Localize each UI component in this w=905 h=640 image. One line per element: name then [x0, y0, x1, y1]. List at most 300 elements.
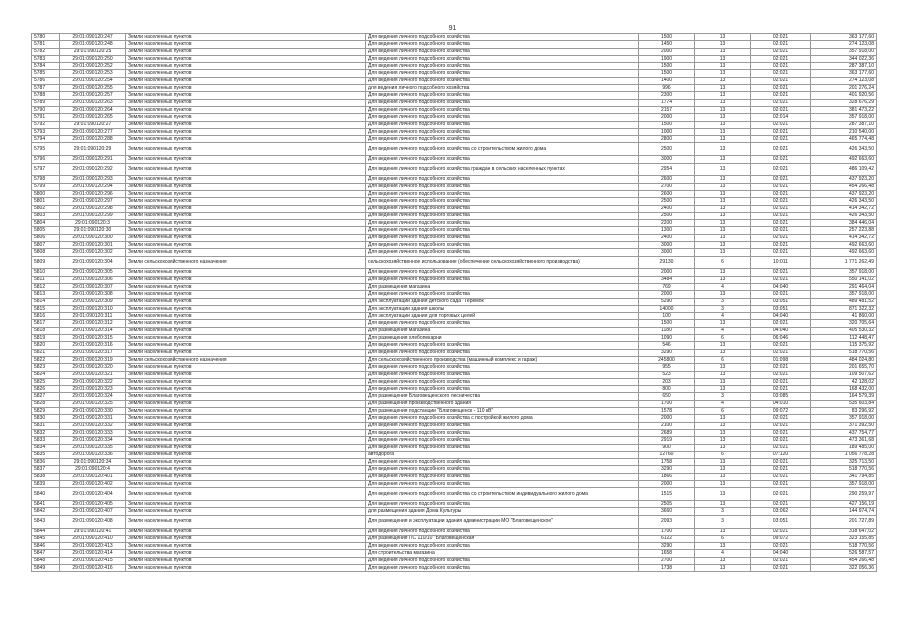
- cost-code-cell: 04:010: [751, 400, 811, 407]
- group-number-cell: 13: [695, 364, 751, 371]
- land-category-cell: Земли населенных пунктов: [126, 364, 366, 371]
- area-cell: 1758: [639, 459, 695, 466]
- permitted-use-cell: Для эксплуатации здания детского сада "Теремок": [366, 298, 639, 305]
- cadastral-cost-cell: 274 123,08: [811, 41, 877, 48]
- cadastral-number-cell: 29:01:090120:413: [60, 543, 126, 550]
- table-row: [32, 364, 877, 371]
- row-number-cell: 5794: [32, 136, 60, 143]
- area-cell: 1500: [639, 70, 695, 77]
- cadastral-number-cell: 29:01:090120:402: [60, 481, 126, 488]
- cadastral-cost-cell: 357 918,00: [811, 269, 877, 276]
- cost-code-cell: 02:021: [751, 473, 811, 480]
- cadastral-number-cell: 29:01:090120:296: [60, 190, 126, 197]
- cadastral-number-cell: 29:01:090120:34: [60, 459, 126, 466]
- table-row: [32, 256, 877, 269]
- group-number-cell: 6: [695, 535, 751, 542]
- row-number-cell: 5791: [32, 114, 60, 121]
- table-row: [32, 429, 877, 436]
- row-number-cell: 5801: [32, 198, 60, 205]
- land-category-cell: Земли населенных пунктов: [126, 415, 366, 422]
- permitted-use-cell: Для размещения производственного здания: [366, 400, 639, 407]
- cadastral-number-cell: 29:01:090120:250: [60, 55, 126, 62]
- cadastral-number-cell: 29:01:090120:265: [60, 114, 126, 121]
- group-number-cell: 13: [695, 459, 751, 466]
- cost-code-cell: 02:021: [751, 501, 811, 508]
- permitted-use-cell: Для ведения личного подсобного хозяйства: [366, 242, 639, 249]
- permitted-use-cell: Для ведения личного подсобного хозяйства: [366, 269, 639, 276]
- table-row: [32, 564, 877, 571]
- table-row: [32, 481, 877, 488]
- group-number-cell: 13: [695, 136, 751, 143]
- permitted-use-cell: Для ведения личного подсобного хозяйства: [366, 473, 639, 480]
- area-cell: 523: [639, 371, 695, 378]
- land-category-cell: Земли населенных пунктов: [126, 473, 366, 480]
- table-row: [32, 415, 877, 422]
- land-category-cell: Земли населенных пунктов: [126, 48, 366, 55]
- row-number-cell: 5807: [32, 242, 60, 249]
- permitted-use-cell: Для ведения личного подсобного хозяйства: [366, 291, 639, 298]
- land-category-cell: Земли населенных пунктов: [126, 488, 366, 501]
- permitted-use-cell: Для строительства магазина: [366, 550, 639, 557]
- group-number-cell: 6: [695, 356, 751, 363]
- permitted-use-cell: Для ведения личного подсобного хозяйства: [366, 136, 639, 143]
- table-row: [32, 48, 877, 55]
- cadastral-number-cell: 29:01:090120:405: [60, 501, 126, 508]
- cost-code-cell: 03:051: [751, 298, 811, 305]
- group-number-cell: 13: [695, 99, 751, 106]
- cost-code-cell: 02:021: [751, 41, 811, 48]
- row-number-cell: 5789: [32, 99, 60, 106]
- permitted-use-cell: Для ведения личного подсобного хозяйства: [366, 77, 639, 84]
- cadastral-cost-cell: 357 918,00: [811, 291, 877, 298]
- cadastral-cost-cell: 550 141,02: [811, 276, 877, 283]
- cadastral-number-cell: 29:01:090120:297: [60, 198, 126, 205]
- area-cell: 3290: [639, 349, 695, 356]
- row-number-cell: 5829: [32, 408, 60, 415]
- row-number-cell: 5796: [32, 156, 60, 163]
- cadastral-number-cell: 29:01:090120:298: [60, 205, 126, 212]
- cadastral-cost-cell: 414 342,72: [811, 234, 877, 241]
- row-number-cell: 5844: [32, 528, 60, 535]
- row-number-cell: 5803: [32, 212, 60, 219]
- table-row: [32, 313, 877, 320]
- row-number-cell: 5814: [32, 298, 60, 305]
- area-cell: 2000: [639, 291, 695, 298]
- table-row: [32, 515, 877, 528]
- table-row: [32, 335, 877, 342]
- row-number-cell: 5819: [32, 335, 60, 342]
- cadastral-cost-cell: 492 663,60: [811, 156, 877, 163]
- permitted-use-cell: Для ведения личного подсобного хозяйства: [366, 459, 639, 466]
- cadastral-number-cell: 29:01:090120:312: [60, 320, 126, 327]
- area-cell: 1400: [639, 77, 695, 84]
- land-category-cell: Земли населенных пунктов: [126, 515, 366, 528]
- cost-code-cell: 02:021: [751, 220, 811, 227]
- row-number-cell: 5827: [32, 393, 60, 400]
- cost-code-cell: 03:051: [751, 515, 811, 528]
- table-row: [32, 466, 877, 473]
- row-number-cell: 5847: [32, 550, 60, 557]
- land-category-cell: Земли населенных пунктов: [126, 190, 366, 197]
- group-number-cell: 13: [695, 488, 751, 501]
- area-cell: 12760: [639, 451, 695, 458]
- land-category-cell: Земли населенных пунктов: [126, 313, 366, 320]
- table-row: [32, 298, 877, 305]
- permitted-use-cell: Для ведения личного подсобного хозяйства: [366, 429, 639, 436]
- land-category-cell: Земли населенных пунктов: [126, 408, 366, 415]
- area-cell: 1738: [639, 564, 695, 571]
- cadastral-cost-cell: 189 485,00: [811, 444, 877, 451]
- cost-code-cell: 02:021: [751, 85, 811, 92]
- area-cell: 2500: [639, 212, 695, 219]
- group-number-cell: 13: [695, 349, 751, 356]
- cadastral-cost-cell: 318 647,02: [811, 528, 877, 535]
- area-cell: 203: [639, 378, 695, 385]
- area-cell: 1500: [639, 63, 695, 70]
- cadastral-number-cell: 29:01:090120:310: [60, 305, 126, 312]
- table-row: [32, 234, 877, 241]
- permitted-use-cell: Для ведения личного подсобного хозяйства: [366, 183, 639, 190]
- cadastral-cost-cell: 287 387,10: [811, 63, 877, 70]
- cost-code-cell: 02:021: [751, 70, 811, 77]
- land-category-cell: Земли населенных пунктов: [126, 92, 366, 99]
- group-number-cell: 13: [695, 205, 751, 212]
- row-number-cell: 5834: [32, 444, 60, 451]
- area-cell: 546: [639, 342, 695, 349]
- group-number-cell: 4: [695, 400, 751, 407]
- area-cell: 1000: [639, 128, 695, 135]
- permitted-use-cell: Для ведения личного подсобного хозяйства: [366, 220, 639, 227]
- cadastral-cost-cell: 492 663,60: [811, 242, 877, 249]
- cadastral-number-cell: 29:01:090120:300: [60, 234, 126, 241]
- cadastral-number-cell: 29:01:090120:407: [60, 508, 126, 515]
- group-number-cell: 13: [695, 234, 751, 241]
- area-cell: 2000: [639, 48, 695, 55]
- group-number-cell: 4: [695, 284, 751, 291]
- permitted-use-cell: Для ведения личного подсобного хозяйства со строительством индивидуального жилого дома: [366, 488, 639, 501]
- cadastral-cost-cell: 325 713,50: [811, 459, 877, 466]
- row-number-cell: 5800: [32, 190, 60, 197]
- land-category-cell: Земли населенных пунктов: [126, 422, 366, 429]
- row-number-cell: 5780: [32, 34, 60, 41]
- group-number-cell: 13: [695, 227, 751, 234]
- row-number-cell: 5828: [32, 400, 60, 407]
- row-number-cell: 5786: [32, 77, 60, 84]
- cadastral-cost-cell: 115 375,92: [811, 342, 877, 349]
- permitted-use-cell: Для ведения личного подсобного хозяйства: [366, 564, 639, 571]
- cadastral-cost-cell: 201 276,24: [811, 85, 877, 92]
- area-cell: 2800: [639, 136, 695, 143]
- group-number-cell: 13: [695, 276, 751, 283]
- table-row: [32, 128, 877, 135]
- table-row: [32, 291, 877, 298]
- row-number-cell: 5818: [32, 327, 60, 334]
- land-category-cell: Земли населенных пунктов: [126, 291, 366, 298]
- table-row: [32, 528, 877, 535]
- table-row: [32, 557, 877, 564]
- table-row: [32, 220, 877, 227]
- table-row: [32, 242, 877, 249]
- cadastral-number-cell: 29:01:090120:316: [60, 342, 126, 349]
- area-cell: 2919: [639, 437, 695, 444]
- cadastral-cost-cell: 454 266,48: [811, 557, 877, 564]
- group-number-cell: 13: [695, 92, 751, 99]
- table-row: [32, 508, 877, 515]
- cadastral-number-cell: 29:01:090120:311: [60, 313, 126, 320]
- cadastral-cost-cell: 328 676,29: [811, 99, 877, 106]
- permitted-use-cell: сельскохозяйственное использование (обеспечение сельскохозяйственного производства): [366, 256, 639, 269]
- area-cell: 996: [639, 85, 695, 92]
- land-category-cell: Земли населенных пунктов: [126, 121, 366, 128]
- cadastral-number-cell: 29:01:090120:315: [60, 335, 126, 342]
- area-cell: 2400: [639, 205, 695, 212]
- permitted-use-cell: Для сельскохозяйственного производства (машинный комплекс и гараж): [366, 356, 639, 363]
- cadastral-number-cell: 29:01:090120:306: [60, 276, 126, 283]
- area-cell: 3484: [639, 276, 695, 283]
- cadastral-number-cell: 29:01:090120:253: [60, 70, 126, 77]
- land-category-cell: Земли населенных пунктов: [126, 378, 366, 385]
- group-number-cell: 13: [695, 143, 751, 156]
- cadastral-cost-cell: 526 587,57: [811, 550, 877, 557]
- cost-code-cell: 02:021: [751, 564, 811, 571]
- cadastral-number-cell: 29:01:090120:317: [60, 349, 126, 356]
- table-row: [32, 444, 877, 451]
- permitted-use-cell: Для размещения ПС 110/10 "Благовещенская": [366, 535, 639, 542]
- row-number-cell: 5816: [32, 313, 60, 320]
- land-category-cell: Земли населенных пунктов: [126, 227, 366, 234]
- land-category-cell: Земли населенных пунктов: [126, 501, 366, 508]
- land-category-cell: Земли населенных пунктов: [126, 114, 366, 121]
- cadastral-cost-cell: 518 770,56: [811, 466, 877, 473]
- cost-code-cell: 02:021: [751, 143, 811, 156]
- permitted-use-cell: Для ведения личного подсобного хозяйства: [366, 378, 639, 385]
- group-number-cell: 13: [695, 128, 751, 135]
- cadastral-cost-cell: 465 774,48: [811, 136, 877, 143]
- permitted-use-cell: Для ведения личного подсобного хозяйства: [366, 276, 639, 283]
- row-number-cell: 5826: [32, 386, 60, 393]
- cost-code-cell: 02:021: [751, 92, 811, 99]
- cost-code-cell: 02:021: [751, 242, 811, 249]
- land-category-cell: Земли населенных пунктов: [126, 220, 366, 227]
- cost-code-cell: 02:021: [751, 136, 811, 143]
- area-cell: 100: [639, 313, 695, 320]
- area-cell: 2000: [639, 415, 695, 422]
- cadastral-cost-cell: 357 918,00: [811, 481, 877, 488]
- area-cell: 3000: [639, 156, 695, 163]
- cost-code-cell: 02:021: [751, 63, 811, 70]
- cadastral-cost-cell: 437 923,20: [811, 176, 877, 183]
- cost-code-cell: 02:021: [751, 198, 811, 205]
- table-row: [32, 327, 877, 334]
- row-number-cell: 5790: [32, 106, 60, 113]
- group-number-cell: 13: [695, 242, 751, 249]
- row-number-cell: 5811: [32, 276, 60, 283]
- row-number-cell: 5843: [32, 515, 60, 528]
- group-number-cell: 13: [695, 106, 751, 113]
- row-number-cell: 5842: [32, 508, 60, 515]
- cost-code-cell: 07:120: [751, 451, 811, 458]
- permitted-use-cell: Для ведения личного подсобного хозяйства: [366, 342, 639, 349]
- cost-code-cell: 02:021: [751, 163, 811, 176]
- cadastral-cost-cell: 427 156,19: [811, 501, 877, 508]
- row-number-cell: 5795: [32, 143, 60, 156]
- group-number-cell: 3: [695, 305, 751, 312]
- table-row: [32, 276, 877, 283]
- permitted-use-cell: Для ведения личного подсобного хозяйства: [366, 227, 639, 234]
- land-category-cell: Земли населенных пунктов: [126, 429, 366, 436]
- land-category-cell: Земли населенных пунктов: [126, 242, 366, 249]
- cadastral-number-cell: 29:01:090120:255: [60, 85, 126, 92]
- cost-code-cell: 02:021: [751, 156, 811, 163]
- row-number-cell: 5784: [32, 63, 60, 70]
- group-number-cell: 13: [695, 378, 751, 385]
- area-cell: 2100: [639, 422, 695, 429]
- table-row: [32, 55, 877, 62]
- table-row: [32, 114, 877, 121]
- row-number-cell: 5783: [32, 55, 60, 62]
- permitted-use-cell: Для ведения личного подсобного хозяйства: [366, 99, 639, 106]
- permitted-use-cell: Для ведения личного подсобного хозяйства: [366, 114, 639, 121]
- land-category-cell: Земли населенных пунктов: [126, 550, 366, 557]
- cadastral-number-cell: 29:01:090120:330: [60, 408, 126, 415]
- cadastral-number-cell: 29:01:090120:332: [60, 422, 126, 429]
- cadastral-cost-cell: 381 473,22: [811, 106, 877, 113]
- cadastral-cost-cell: 473 361,68: [811, 437, 877, 444]
- land-category-cell: Земли сельскохозяйственного назначения: [126, 356, 366, 363]
- area-cell: 2093: [639, 515, 695, 528]
- group-number-cell: 13: [695, 163, 751, 176]
- area-cell: 1700: [639, 400, 695, 407]
- area-cell: 2500: [639, 143, 695, 156]
- permitted-use-cell: Для ведения личного подсобного хозяйства: [366, 205, 639, 212]
- cadastral-number-cell: 29:01:090120:319: [60, 356, 126, 363]
- area-cell: 2000: [639, 269, 695, 276]
- cost-code-cell: 04:040: [751, 550, 811, 557]
- group-number-cell: 13: [695, 156, 751, 163]
- cadastral-cost-cell: 42 128,02: [811, 378, 877, 385]
- area-cell: 3290: [639, 543, 695, 550]
- cadastral-number-cell: 29:01:090120:308: [60, 291, 126, 298]
- group-number-cell: 13: [695, 564, 751, 571]
- table-row: [32, 378, 877, 385]
- row-number-cell: 5797: [32, 163, 60, 176]
- cadastral-cost-cell: 109 507,62: [811, 371, 877, 378]
- cost-code-cell: 02:021: [751, 128, 811, 135]
- cost-code-cell: 02:021: [751, 190, 811, 197]
- land-category-cell: Земли населенных пунктов: [126, 234, 366, 241]
- land-category-cell: Земли населенных пунктов: [126, 85, 366, 92]
- land-category-cell: Земли населенных пунктов: [126, 183, 366, 190]
- cadastral-number-cell: 29:01:090120:314: [60, 327, 126, 334]
- permitted-use-cell: Для ведения личного подсобного хозяйства со строительством жилого дома: [366, 143, 639, 156]
- land-category-cell: Земли населенных пунктов: [126, 437, 366, 444]
- land-category-cell: Земли населенных пунктов: [126, 557, 366, 564]
- area-cell: 1180: [639, 327, 695, 334]
- permitted-use-cell: для размещения здания Дома Культуры: [366, 508, 639, 515]
- permitted-use-cell: Для размещения магазина: [366, 327, 639, 334]
- table-row: [32, 176, 877, 183]
- row-number-cell: 5804: [32, 220, 60, 227]
- cadastral-cost-cell: 41 860,00: [811, 313, 877, 320]
- table-row: [32, 305, 877, 312]
- cadastral-cost-cell: 535 603,84: [811, 400, 877, 407]
- cost-code-cell: 02:021: [751, 77, 811, 84]
- table-row: [32, 121, 877, 128]
- cadastral-cost-cell: 405 530,32: [811, 327, 877, 334]
- group-number-cell: 13: [695, 34, 751, 41]
- cadastral-cost-cell: 363 177,60: [811, 34, 877, 41]
- land-category-cell: Земли населенных пунктов: [126, 212, 366, 219]
- group-number-cell: 13: [695, 501, 751, 508]
- cost-code-cell: 02:021: [751, 481, 811, 488]
- cost-code-cell: 02:021: [751, 543, 811, 550]
- cadastral-number-cell: 29:01:090120:301: [60, 242, 126, 249]
- row-number-cell: 5820: [32, 342, 60, 349]
- table-row: [32, 386, 877, 393]
- cadastral-cost-cell: 112 448,47: [811, 335, 877, 342]
- cadastral-number-cell: 29:01:090120:257: [60, 92, 126, 99]
- cadastral-cost-cell: 484 024,80: [811, 356, 877, 363]
- area-cell: 769: [639, 284, 695, 291]
- group-number-cell: 13: [695, 429, 751, 436]
- area-cell: 245800: [639, 356, 695, 363]
- row-number-cell: 5782: [32, 48, 60, 55]
- land-category-cell: Земли населенных пунктов: [126, 393, 366, 400]
- permitted-use-cell: Для ведения личного подсобного хозяйства: [366, 481, 639, 488]
- land-category-cell: Земли населенных пунктов: [126, 205, 366, 212]
- permitted-use-cell: Для ведения личного подсобного хозяйства: [366, 190, 639, 197]
- cost-code-cell: 02:021: [751, 364, 811, 371]
- group-number-cell: 13: [695, 48, 751, 55]
- cost-code-cell: 02:021: [751, 227, 811, 234]
- cadastral-number-cell: 29:01:090120:322: [60, 378, 126, 385]
- land-category-cell: Земли населенных пунктов: [126, 335, 366, 342]
- cost-code-cell: 02:021: [751, 422, 811, 429]
- permitted-use-cell: Для ведения личного подсобного хозяйства: [366, 320, 639, 327]
- cadastral-number-cell: 29:01:090120:27: [60, 121, 126, 128]
- cadastral-cost-cell: 274 123,08: [811, 77, 877, 84]
- permitted-use-cell: Для размещения подстанции "Благовещенск - 110 кВ": [366, 408, 639, 415]
- cadastral-cost-cell: 1 771 262,49: [811, 256, 877, 269]
- group-number-cell: 3: [695, 508, 751, 515]
- permitted-use-cell: Для ведения личного подсобного хозяйства: [366, 48, 639, 55]
- area-cell: 1578: [639, 408, 695, 415]
- land-category-cell: Земли сельскохозяйственного назначения: [126, 256, 366, 269]
- cadastral-number-cell: 29:01:090120:25: [60, 48, 126, 55]
- permitted-use-cell: Для ведения личного подсобного хозяйства: [366, 501, 639, 508]
- area-cell: 1090: [639, 335, 695, 342]
- land-category-cell: Земли населенных пунктов: [126, 371, 366, 378]
- permitted-use-cell: Для ведения личного подсобного хозяйства: [366, 41, 639, 48]
- table-row: [32, 63, 877, 70]
- row-number-cell: 5840: [32, 488, 60, 501]
- permitted-use-cell: Для эксплуатации здания школы: [366, 305, 639, 312]
- cadastral-cost-cell: 371 392,50: [811, 422, 877, 429]
- cost-code-cell: 02:014: [751, 114, 811, 121]
- cadastral-cost-cell: 384 446,04: [811, 220, 877, 227]
- area-cell: 900: [639, 444, 695, 451]
- area-cell: 2000: [639, 481, 695, 488]
- cost-code-cell: 02:021: [751, 48, 811, 55]
- row-number-cell: 5831: [32, 422, 60, 429]
- cadastral-number-cell: 29:01:090120:333: [60, 429, 126, 436]
- area-cell: 1700: [639, 528, 695, 535]
- cadastral-number-cell: 29:01:090120:288: [60, 136, 126, 143]
- group-number-cell: 13: [695, 55, 751, 62]
- permitted-use-cell: Для ведения личного подсобного хозяйства: [366, 466, 639, 473]
- cadastral-cost-cell: 492 663,60: [811, 249, 877, 256]
- area-cell: 2600: [639, 190, 695, 197]
